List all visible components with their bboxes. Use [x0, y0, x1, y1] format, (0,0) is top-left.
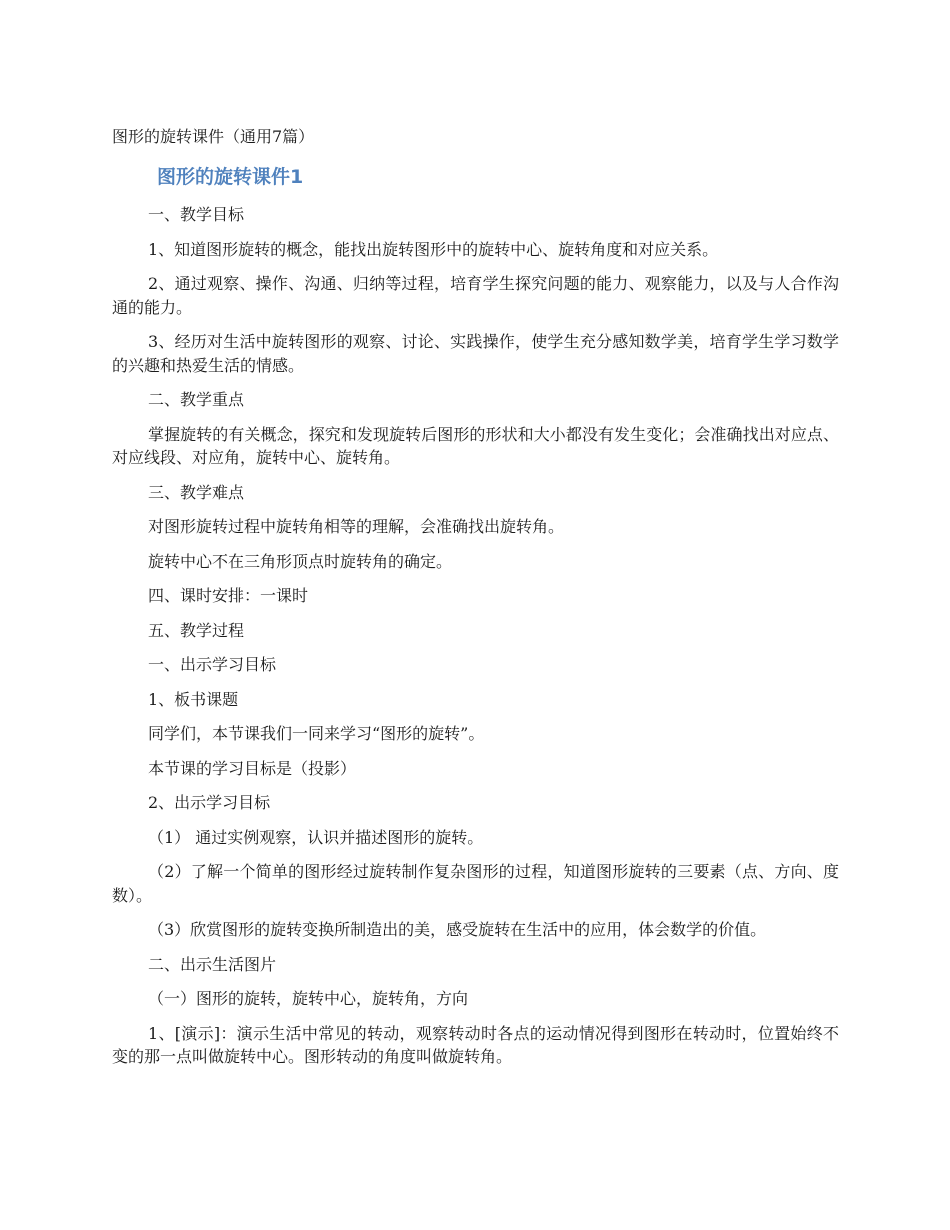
paragraph: 二、出示生活图片 — [148, 954, 277, 974]
paragraph: （3）欣赏图形的旋转变换所制造出的美，感受旋转在生活中的应用，体会数学的价值。 — [148, 920, 767, 939]
paragraph: 对图形旋转过程中旋转角相等的理解，会准确找出旋转角。 — [148, 517, 565, 536]
paragraph: 三、教学难点 — [148, 482, 245, 502]
paragraph: 二、教学重点 — [148, 390, 245, 409]
paragraph: 一、出示学习目标 — [148, 655, 277, 674]
document-title: 图形的旋转课件（通用7篇） — [112, 127, 315, 146]
paragraph: 掌握旋转的有关概念，探究和发现旋转后图形的形状和大小都没有发生变化；会准确找出对应点、对应线段、对应角，旋转中心、旋转角。 — [112, 424, 839, 467]
paragraph: 本节课的学习目标是（投影） — [148, 758, 357, 778]
paragraph: 2、出示学习目标 — [148, 793, 271, 812]
paragraph: 2、通过观察、操作、沟通、归纳等过程，培育学生探究问题的能力、观察能力，以及与人合作沟通的能力。 — [112, 274, 839, 317]
paragraph: （一）图形的旋转，旋转中心，旋转角，方向 — [148, 989, 469, 1008]
document-body — [112, 203, 839, 1080]
section-heading: 图形的旋转课件1 — [157, 166, 304, 188]
paragraph: 旋转中心不在三角形顶点时旋转角的确定。 — [148, 551, 453, 571]
paragraph: 3、经历对生活中旋转图形的观察、讨论、实践操作，使学生充分感知数学美，培育学生学习数学的兴趣和热爱生活的情感。 — [112, 332, 839, 375]
paragraph: 1、[演示]：演示生活中常见的转动，观察转动时各点的运动情况得到图形在转动时，位置始终不变的那一点叫做旋转中心。图形转动的角度叫做旋转角。 — [112, 1023, 839, 1066]
paragraph: （1） 通过实例观察，认识并描述图形的旋转。 — [148, 827, 484, 847]
paragraph: 四、课时安排：一课时 — [148, 586, 309, 605]
paragraph: 同学们，本节课我们一同来学习“图形的旋转”。 — [148, 724, 485, 743]
paragraph: 一、教学目标 — [148, 205, 245, 224]
paragraph: 1、知道图形旋转的概念，能找出旋转图形中的旋转中心、旋转角度和对应关系。 — [148, 239, 719, 259]
paragraph: 1、板书课题 — [148, 689, 239, 709]
paragraph: 五、教学过程 — [148, 620, 245, 640]
paragraph: （2）了解一个简单的图形经过旋转制作复杂图形的过程，知道图形旋转的三要素（点、方向、度数）。 — [112, 862, 839, 905]
